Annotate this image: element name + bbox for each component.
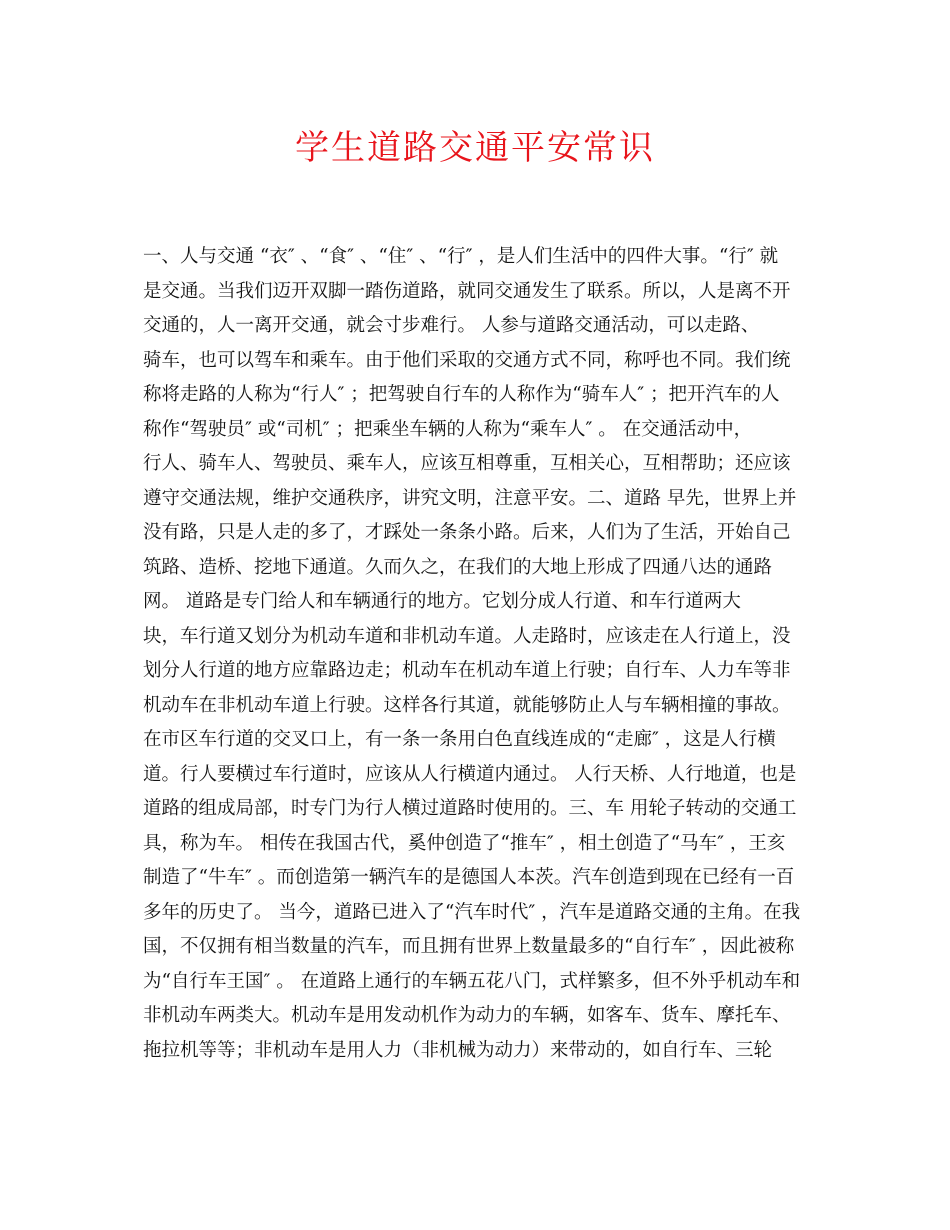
body-line: 行人、骑车人、驾驶员、乘车人，应该互相尊重，互相关心，互相帮助；还应该 <box>143 453 791 474</box>
body-line: 具，称为车。 相传在我国古代，奚仲创造了“推车″ ，相土创造了“马车″ ，王亥 <box>143 832 786 854</box>
body-line: 称将走路的人称为“行人″ ；把驾驶自行车的人称作为“骑车人″ ；把开汽车的人 <box>143 384 780 405</box>
body-line: 拖拉机等等；非机动车是用人力（非机械为动力）来带动的，如自行车、三轮 <box>143 1039 773 1061</box>
body-line: 交通的，人一离开交通，就会寸步难行。 人参与道路交通活动，可以走路、 <box>143 315 760 336</box>
body-line: 制造了“牛车″ 。而创造第一辆汽车的是德国人本茨。汽车创造到现在已经有一百 <box>143 867 795 888</box>
body-line: 非机动车两类大。机动车是用发动机作为动力的车辆，如客车、货车、摩托车、 <box>143 1005 791 1026</box>
body-line: 筑路、造桥、挖地下通道。久而久之，在我们的大地上形成了四通八达的通路 <box>143 556 773 578</box>
document-title: 学生道路交通平安常识 <box>295 128 655 168</box>
body-line: 遵守交通法规，维护交通秩序，讲究文明，注意平安。二、道路 早先，世界上并 <box>143 487 797 509</box>
body-line: 一、人与交通 “衣″ 、“食″ 、“住″ 、“行″ ，是人们生活中的四件大事。“行″ 就 <box>143 246 779 267</box>
body-line: 没有路，只是人走的多了，才踩处一条条小路。后来，人们为了生活，开始自己 <box>143 522 791 543</box>
body-line: 网。 道路是专门给人和车辆通行的地方。它划分成人行道、和车行道两大 <box>143 591 741 612</box>
body-line: 道路的组成局部，时专门为行人横过道路时使用的。三、车 用轮子转动的交通工 <box>143 798 797 819</box>
body-line: 机动车在非机动车道上行驶。这样各行其道，就能够防止人与车辆相撞的事故。 <box>143 694 791 716</box>
body-line: 是交通。当我们迈开双脚一踏伤道路，就同交通发生了联系。所以，人是离不开 <box>143 280 791 302</box>
body-line: 在市区车行道的交叉口上，有一条一条用白色直线连成的“走廊″ ，这是人行横 <box>143 729 776 750</box>
body-line: 为“自行车王国″ 。 在道路上通行的车辆五花八门，式样繁多，但不外乎机动车和 <box>143 970 801 992</box>
body-line: 称作“驾驶员″ 或“司机″ ；把乘坐车辆的人称为“乘车人″ 。 在交通活动中， <box>143 418 753 440</box>
body-line: 骑车，也可以驾车和乘车。由于他们采取的交通方式不同，称呼也不同。我们统 <box>143 349 791 371</box>
body-line: 块，车行道又划分为机动车道和非机动车道。人走路时，应该走在人行道上，没 <box>143 625 791 647</box>
body-line: 道。行人要横过车行道时，应该从人行横道内通过。 人行天桥、人行地道，也是 <box>143 763 797 785</box>
body-line: 划分人行道的地方应靠路边走；机动车在机动车道上行驶；自行车、人力车等非 <box>143 660 791 681</box>
document-body <box>143 240 813 1068</box>
body-line: 多年的历史了。 当今，道路已进入了“汽车时代″ ，汽车是道路交通的主角。在我 <box>143 901 801 923</box>
body-line: 国，不仅拥有相当数量的汽车，而且拥有世界上数量最多的“自行车″ ，因此被称 <box>143 936 795 957</box>
